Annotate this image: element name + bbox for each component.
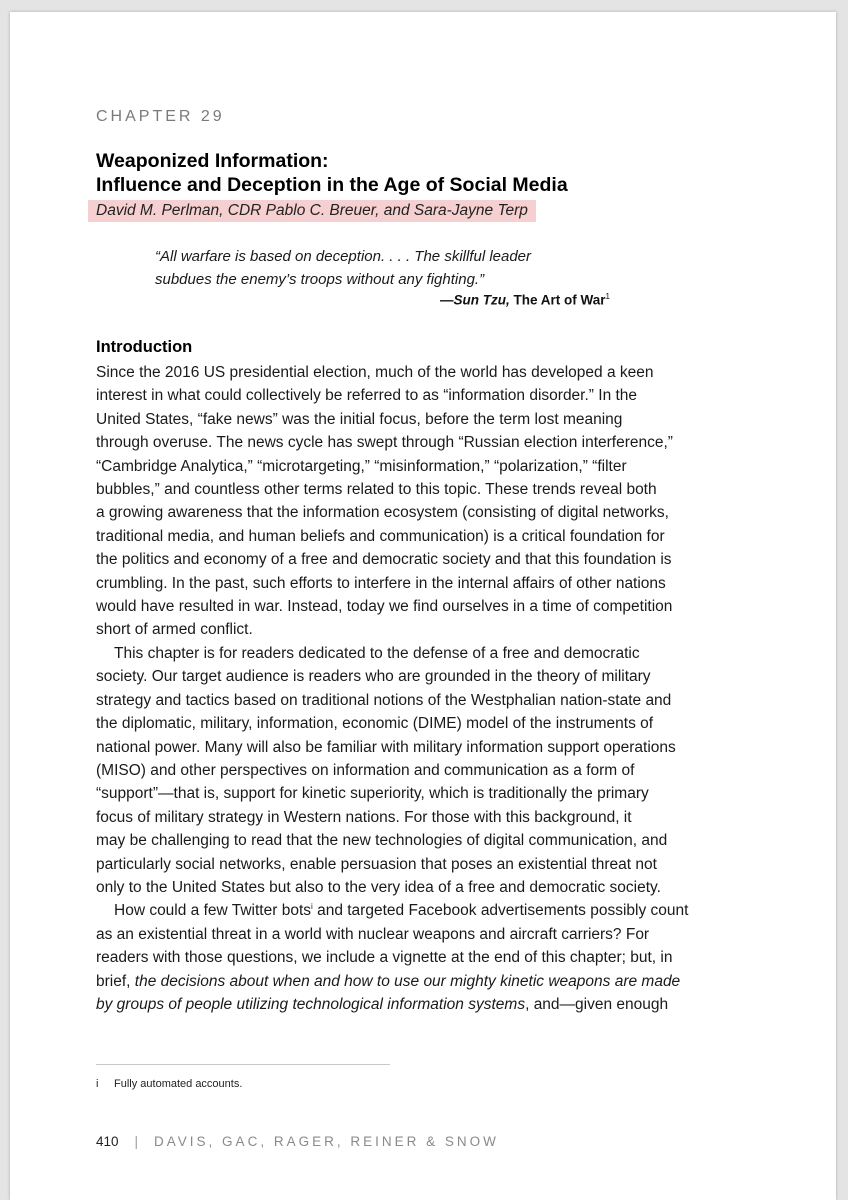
- text-line: national power. Many will also be familiar with military information support operations: [96, 738, 676, 756]
- paragraph-1: [96, 361, 736, 642]
- attribution-note-ref: 1: [605, 292, 610, 301]
- text-line: (MISO) and other perspectives on information and communication as a form of: [96, 761, 635, 779]
- text-line: [96, 970, 736, 993]
- text-line: particularly social networks, enable persuasion that poses an existential threat not: [96, 855, 657, 873]
- chapter-label: CHAPTER 29: [96, 108, 225, 125]
- text-line: society. Our target audience is readers who are grounded in the theory of military: [96, 668, 651, 686]
- running-head: DAVIS, GAC, RAGER, REINER & SNOW: [154, 1134, 499, 1149]
- attribution-dash: —: [440, 292, 454, 308]
- text-span: How could a few Twitter bots: [114, 902, 311, 920]
- epigraph-line: “All warfare is based on deception. . . . The skillful leader: [155, 248, 532, 265]
- text-line: interest in what could collectively be referred to as “information disorder.” In the: [96, 387, 638, 405]
- epigraph-quote: [155, 245, 635, 291]
- body-text: [96, 361, 736, 1016]
- text-line: [96, 993, 736, 1016]
- page-footer: [96, 1134, 499, 1149]
- footnote-ref: i: [311, 902, 313, 912]
- text-span: , and—given enough: [525, 995, 669, 1013]
- attribution-work: The Art of War: [513, 292, 606, 308]
- text-line: as an existential threat in a world with nuclear weapons and aircraft carriers? For: [96, 925, 650, 943]
- italic-emphasis: by groups of people utilizing technological information systems: [96, 995, 526, 1013]
- text-line: [96, 899, 736, 922]
- text-line: traditional media, and human beliefs and communication) is a critical foundation for: [96, 527, 665, 545]
- footer-separator: |: [134, 1134, 139, 1149]
- epigraph-line: subdues the enemy’s troops without any fighting.”: [155, 271, 485, 288]
- footnote-text: Fully automated accounts.: [114, 1078, 243, 1090]
- paragraph-2: [96, 642, 736, 899]
- paragraph-3: [96, 899, 736, 1016]
- text-line: This chapter is for readers dedicated to the defense of a free and democratic: [114, 644, 640, 662]
- chapter-title-line-1: Weaponized Information:: [96, 150, 329, 172]
- text-line: a growing awareness that the information ecosystem (consisting of digital networks,: [96, 504, 669, 522]
- footnote: [96, 1078, 242, 1090]
- section-heading-introduction: Introduction: [96, 338, 193, 356]
- text-line: “support”—that is, support for kinetic superiority, which is traditionally the primary: [96, 785, 649, 803]
- text-line: focus of military strategy in Western nations. For those with this background, it: [96, 808, 632, 826]
- authors-highlighted: David M. Perlman, CDR Pablo C. Breuer, and Sara-Jayne Terp: [88, 200, 536, 222]
- chapter-title-line-2: Influence and Deception in the Age of Social Media: [96, 174, 568, 196]
- text-line: the politics and economy of a free and democratic society and that this foundation is: [96, 551, 672, 569]
- document-page: [10, 12, 836, 1200]
- footnote-divider: [96, 1064, 390, 1065]
- text-line: Since the 2016 US presidential election, much of the world has developed a keen: [96, 364, 654, 381]
- text-line: the diplomatic, military, information, economic (DIME) model of the instruments of: [96, 715, 654, 733]
- chapter-title: [96, 149, 568, 197]
- text-line: “Cambridge Analytica,” “microtargeting,” “misinformation,” “polarization,” “filter: [96, 457, 627, 475]
- attribution-author: Sun Tzu,: [453, 292, 510, 308]
- text-line: strategy and tactics based on traditional notions of the Westphalian nation-state and: [96, 691, 672, 709]
- text-span: brief,: [96, 972, 135, 990]
- text-line: crumbling. In the past, such efforts to interfere in the internal affairs of other nations: [96, 574, 666, 592]
- text-line: bubbles,” and countless other terms related to this topic. These trends reveal both: [96, 481, 657, 499]
- text-line: short of armed conflict.: [96, 621, 253, 639]
- text-line: would have resulted in war. Instead, today we find ourselves in a time of competition: [96, 598, 673, 616]
- text-span: and targeted Facebook advertisements possibly count: [312, 902, 689, 920]
- text-line: may be challenging to read that the new technologies of digital communication, and: [96, 832, 668, 850]
- italic-emphasis: the decisions about when and how to use our mighty kinetic weapons are made: [134, 972, 681, 990]
- text-line: through overuse. The news cycle has swept through “Russian election interference,”: [96, 434, 673, 452]
- epigraph-attribution: [440, 292, 610, 308]
- text-line: United States, “fake news” was the initial focus, before the term lost meaning: [96, 410, 623, 428]
- text-line: only to the United States but also to the very idea of a free and democratic society.: [96, 878, 661, 896]
- footnote-marker: i: [96, 1078, 99, 1090]
- page-number: 410: [96, 1134, 119, 1149]
- text-line: readers with those questions, we include a vignette at the end of this chapter; but, in: [96, 949, 673, 967]
